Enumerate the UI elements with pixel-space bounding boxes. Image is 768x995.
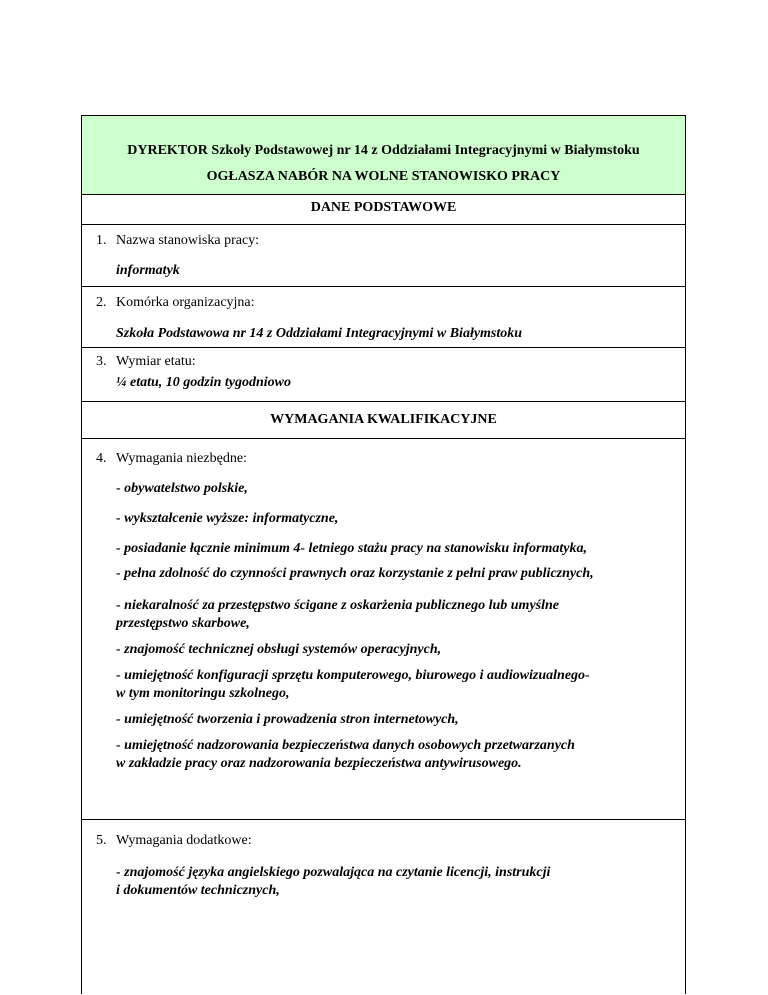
header-line-1 — [82, 143, 685, 159]
requirement-line: - umiejętność konfiguracji sprzętu komputerowego, biurowego i audiowizualnego- — [116, 668, 590, 683]
item-required — [82, 439, 685, 820]
header-line-2: OGŁASZA NABÓR NA WOLNE STANOWISKO PRACY — [206, 169, 561, 184]
requirement-line: w tym monitoringu szkolnego, — [116, 686, 290, 701]
requirement-line: - obywatelstwo polskie, — [116, 481, 248, 496]
requirement-line: w zakładzie pracy oraz nadzorowania bezpieczeństwa antywirusowego. — [116, 756, 522, 771]
section-title-qualifications: WYMAGANIA KWALIFIKACYJNE — [270, 412, 497, 427]
item-number: 5. — [96, 833, 107, 848]
item-additional — [82, 820, 685, 995]
requirement-line: przestępstwo skarbowe, — [116, 616, 250, 631]
announcement-table — [81, 115, 686, 994]
item-number: 3. — [96, 354, 107, 369]
item-label: Nazwa stanowiska pracy: — [116, 233, 260, 248]
item-value: ¼ etatu, 10 godzin tygodniowo — [116, 375, 292, 390]
requirement-line: - niekaralność za przestępstwo ścigane z oskarżenia publicznego lub umyślne — [116, 598, 559, 613]
requirement-line: i dokumentów technicznych, — [116, 883, 280, 898]
requirement-line: - pełna zdolność do czynności prawnych oraz korzystanie z pełni praw publicznych, — [116, 566, 594, 581]
item-workload — [82, 348, 685, 402]
header-director: DYREKTOR — [127, 143, 208, 158]
item-value: informatyk — [116, 263, 180, 278]
section-qualifications — [82, 402, 685, 439]
item-unit — [82, 287, 685, 348]
item-label: Komórka organizacyjna: — [116, 295, 255, 310]
requirement-line: - znajomość technicznej obsługi systemów operacyjnych, — [116, 642, 442, 657]
section-basic-data — [82, 195, 685, 225]
requirement-line: - posiadanie łącznie minimum 4- letniego stażu pracy na stanowisku informatyka, — [116, 541, 587, 556]
header-school: Szkoły Podstawowej nr 14 z Oddziałami Integracyjnymi w Białymstoku — [207, 143, 640, 158]
item-label: Wymiar etatu: — [116, 354, 196, 369]
section-title-basic: DANE PODSTAWOWE — [310, 200, 457, 215]
item-label: Wymagania niezbędne: — [116, 451, 247, 466]
item-label: Wymagania dodatkowe: — [116, 833, 252, 848]
item-position — [82, 225, 685, 287]
item-value: Szkoła Podstawowa nr 14 z Oddziałami Integracyjnymi w Białymstoku — [116, 326, 523, 341]
announcement-header — [82, 116, 685, 195]
item-number: 2. — [96, 295, 107, 310]
item-number: 4. — [96, 451, 107, 466]
requirement-line: - umiejętność tworzenia i prowadzenia stron internetowych, — [116, 712, 459, 727]
item-number: 1. — [96, 233, 107, 248]
requirement-line: - wykształcenie wyższe: informatyczne, — [116, 511, 339, 526]
requirement-line: - umiejętność nadzorowania bezpieczeństwa danych osobowych przetwarzanych — [116, 738, 575, 753]
requirement-line: - znajomość języka angielskiego pozwalająca na czytanie licencji, instrukcji — [116, 865, 551, 880]
